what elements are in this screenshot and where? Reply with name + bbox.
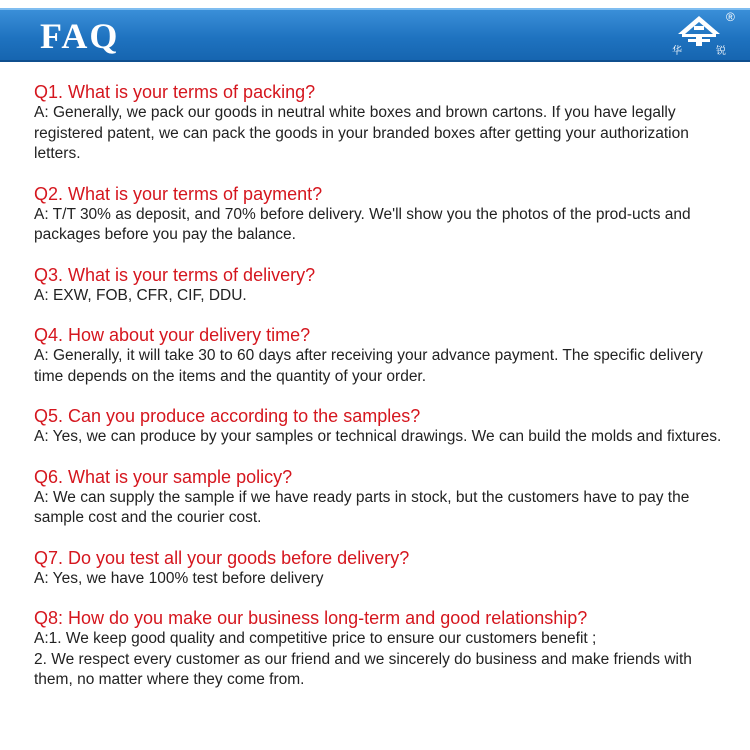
page-title: FAQ — [40, 16, 120, 56]
faq-banner — [0, 8, 750, 62]
faq-item-8 — [34, 607, 724, 691]
faq-answer: A: Yes, we have 100% test before delivery — [34, 569, 324, 587]
logo-characters — [668, 46, 730, 58]
faq-answer: A: T/T 30% as deposit, and 70% before delivery. We'll show you the photos of the prod-ucts and packages before you pay the balance. — [34, 205, 691, 243]
faq-question: Q4. How about your delivery time? — [34, 325, 311, 345]
faq-item-3 — [34, 264, 724, 307]
registered-mark: ® — [726, 10, 735, 24]
faq-answer: A: EXW, FOB, CFR, CIF, DDU. — [34, 286, 247, 304]
faq-question: Q8: How do you make our business long-term and good relationship? — [34, 608, 588, 628]
faq-answer-continued: 2. We respect every customer as our friend and we sincerely do business and make friends with them, no matter where they come from. — [34, 650, 692, 688]
faq-question: Q2. What is your terms of payment? — [34, 183, 323, 204]
faq-question: Q1. What is your terms of packing? — [34, 82, 316, 102]
faq-question: Q6. What is your sample policy? — [34, 466, 293, 487]
company-logo — [668, 14, 730, 60]
faq-answer: A: Generally, we pack our goods in neutral white boxes and brown cartons. If you have legally registered patent, we can pack the goods in your branded boxes after getting your authorization letters. — [34, 104, 689, 162]
faq-list — [34, 81, 724, 709]
faq-question: Q5. Can you produce according to the samples? — [34, 406, 421, 426]
faq-item-7 — [34, 547, 724, 590]
faq-item-1 — [34, 81, 724, 165]
logo-char-2: 锐 — [716, 46, 726, 57]
faq-answer: A:1. We keep good quality and competitive price to ensure our customers benefit ; — [34, 630, 597, 647]
faq-answer: A: Generally, it will take 30 to 60 days after receiving your advance payment. The specific delivery time depends on the items and the quantity of your order. — [34, 347, 703, 385]
faq-question: Q7. Do you test all your goods before delivery? — [34, 547, 410, 568]
logo-char-1: 华 — [672, 46, 682, 57]
house-roof-logo-icon — [668, 14, 730, 46]
faq-item-6 — [34, 466, 724, 529]
faq-answer: A: We can supply the sample if we have ready parts in stock, but the customers have to pay the sample cost and the courier cost. — [34, 488, 690, 526]
faq-question: Q3. What is your terms of delivery? — [34, 264, 316, 285]
faq-item-4 — [34, 324, 724, 387]
faq-answer: A: Yes, we can produce by your samples or technical drawings. We can build the molds and fixtures. — [34, 428, 722, 445]
faq-item-2 — [34, 183, 724, 246]
faq-item-5 — [34, 405, 724, 448]
